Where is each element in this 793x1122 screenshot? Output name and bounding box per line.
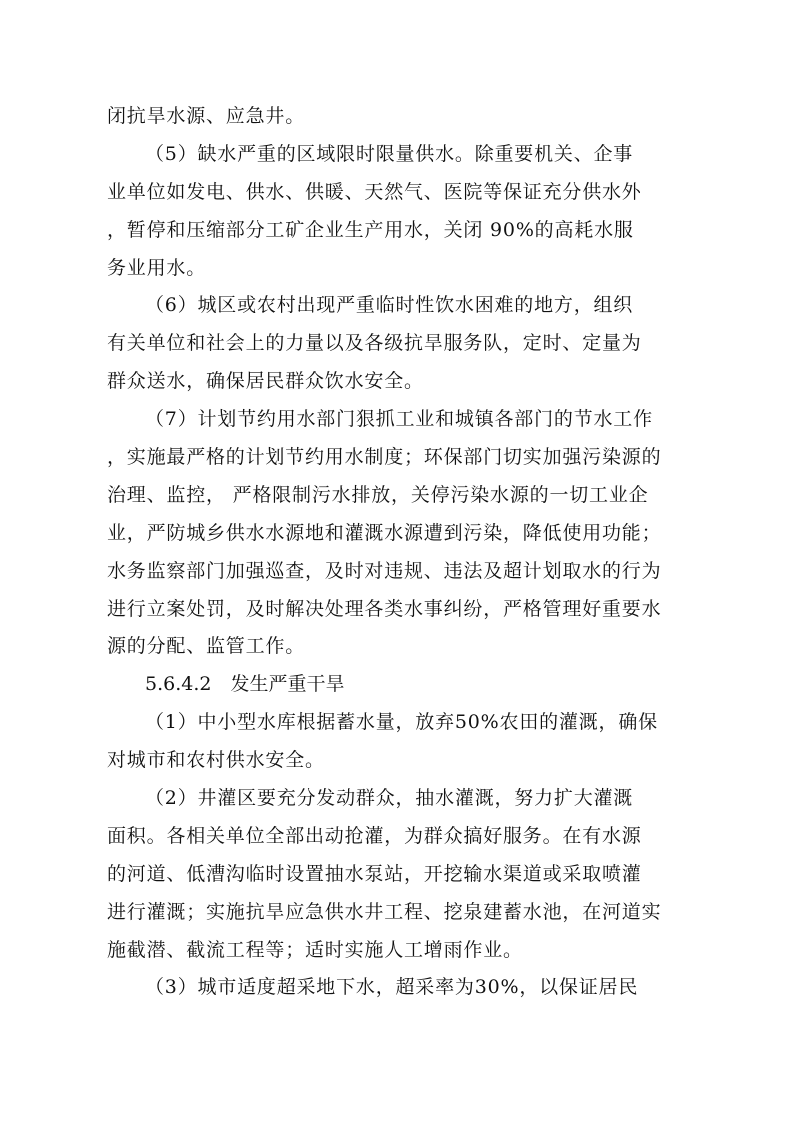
text-line: 进行立案处罚，及时解决处理各类水事纠纷，严格管理好重要水 (107, 597, 662, 620)
paragraph-item-5-start: （5）缺水严重的区域限时限量供水。除重要机关、企事 (145, 142, 634, 165)
paragraph-item-6-start: （6）城区或农村出现严重临时性饮水困难的地方，组织 (145, 294, 634, 317)
paragraph-item-1-start: （1）中小型水库根据蓄水量，放弃50%农田的灌溉，确保 (145, 711, 658, 734)
text-line: 治理、监控， 严格限制污水排放，关停污染水源的一切工业企 (107, 483, 649, 506)
text-line: 进行灌溉；实施抗旱应急供水井工程、挖泉建蓄水池，在河道实 (107, 900, 662, 923)
text-line: 有关单位和社会上的力量以及各级抗旱服务队，定时、定量为 (107, 332, 642, 355)
document-body (107, 98, 697, 1007)
text-line: 对城市和农村供水安全。 (107, 749, 325, 772)
text-line: 水务监察部门加强巡查，及时对违规、违法及超计划取水的行为 (107, 559, 662, 582)
text-line: 源的分配、监管工作。 (107, 635, 306, 658)
text-line: 的河道、低漕沟临时设置抽水泵站，开挖输水渠道或采取喷灌 (107, 862, 642, 885)
section-heading: 5.6.4.2 发生严重干旱 (145, 673, 345, 696)
text-line: 施截潜、截流工程等；适时实施人工增雨作业。 (107, 938, 523, 961)
text-line: 务业用水。 (107, 256, 207, 279)
paragraph-item-7-start: （7）计划节约用水部门狠抓工业和城镇各部门的节水工作 (145, 408, 653, 431)
paragraph-item-2-start: （2）井灌区要充分发动群众，抽水灌溉，努力扩大灌溉 (145, 787, 634, 810)
text-line: 闭抗旱水源、应急井。 (107, 105, 306, 127)
text-line: 业单位如发电、供水、供暖、天然气、医院等保证充分供水外 (107, 180, 642, 203)
paragraph-item-3-start: （3）城市适度超采地下水，超采率为30%，以保证居民 (145, 976, 639, 999)
text-line: ，暂停和压缩部分工矿企业生产用水，关闭 90%的高耗水服 (107, 218, 634, 241)
text-line: 业，严防城乡供水水源地和灌溉水源遭到污染，降低使用功能； (107, 521, 662, 544)
text-line: 群众送水，确保居民群众饮水安全。 (107, 370, 424, 393)
text-line: ，实施最严格的计划节约用水制度；环保部门切实加强污染源的 (107, 446, 662, 469)
text-line: 面积。各相关单位全部出动抢灌，为群众搞好服务。在有水源 (107, 824, 642, 847)
